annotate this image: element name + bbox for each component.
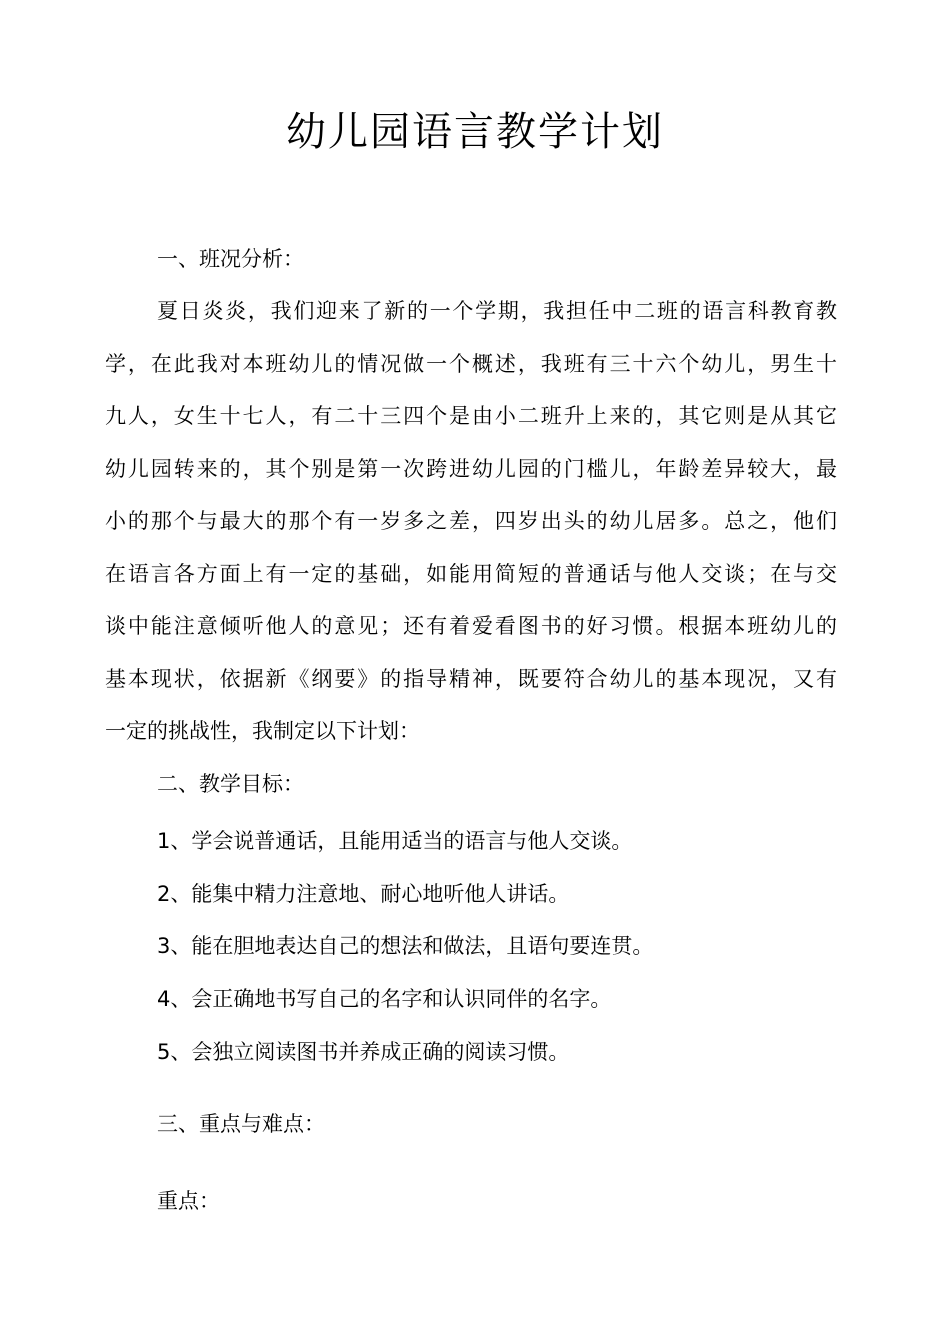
goal-item: 1、学会说普通话，且能用适当的语言与他人交谈。	[157, 829, 633, 853]
focus-label: 重点：	[157, 1189, 220, 1213]
goal-item: 5、会独立阅读图书并养成正确的阅读习惯。	[157, 1040, 570, 1064]
document-title: 幼儿园语言教学计划	[286, 109, 664, 155]
section-heading-class-analysis: 一、班况分析：	[157, 247, 304, 271]
paragraph-line: 夏日炎炎，我们迎来了新的一个学期，我担任中二班的语言科教育教	[157, 299, 837, 323]
paragraph-line: 九人，女生十七人，有二十三四个是由小二班升上来的，其它则是从其它	[105, 404, 837, 428]
paragraph-line: 学，在此我对本班幼儿的情况做一个概述，我班有三十六个幼儿，男生十	[105, 352, 837, 376]
paragraph-line: 幼儿园转来的，其个别是第一次跨进幼儿园的门槛儿，年龄差异较大，最	[105, 457, 837, 481]
goal-item: 2、能集中精力注意地、耐心地听他人讲话。	[157, 882, 570, 906]
paragraph-line: 谈中能注意倾听他人的意见；还有着爱看图书的好习惯。根据本班幼儿的	[105, 614, 837, 638]
section-heading-teaching-goals: 二、教学目标：	[157, 772, 304, 796]
paragraph-line: 基本现状，依据新《纲要》的指导精神，既要符合幼儿的基本现况，又有	[105, 667, 837, 691]
goal-item: 3、能在胆地表达自己的想法和做法，且语句要连贯。	[157, 934, 654, 958]
paragraph-line: 一定的挑战性，我制定以下计划：	[105, 719, 420, 743]
section-heading-focus-difficulty: 三、重点与难点：	[157, 1112, 325, 1136]
goal-item: 4、会正确地书写自己的名字和认识同伴的名字。	[157, 987, 612, 1011]
paragraph-line: 在语言各方面上有一定的基础，如能用简短的普通话与他人交谈；在与交	[105, 562, 837, 586]
paragraph-line: 小的那个与最大的那个有一岁多之差，四岁出头的幼儿居多。总之，他们	[105, 509, 837, 533]
